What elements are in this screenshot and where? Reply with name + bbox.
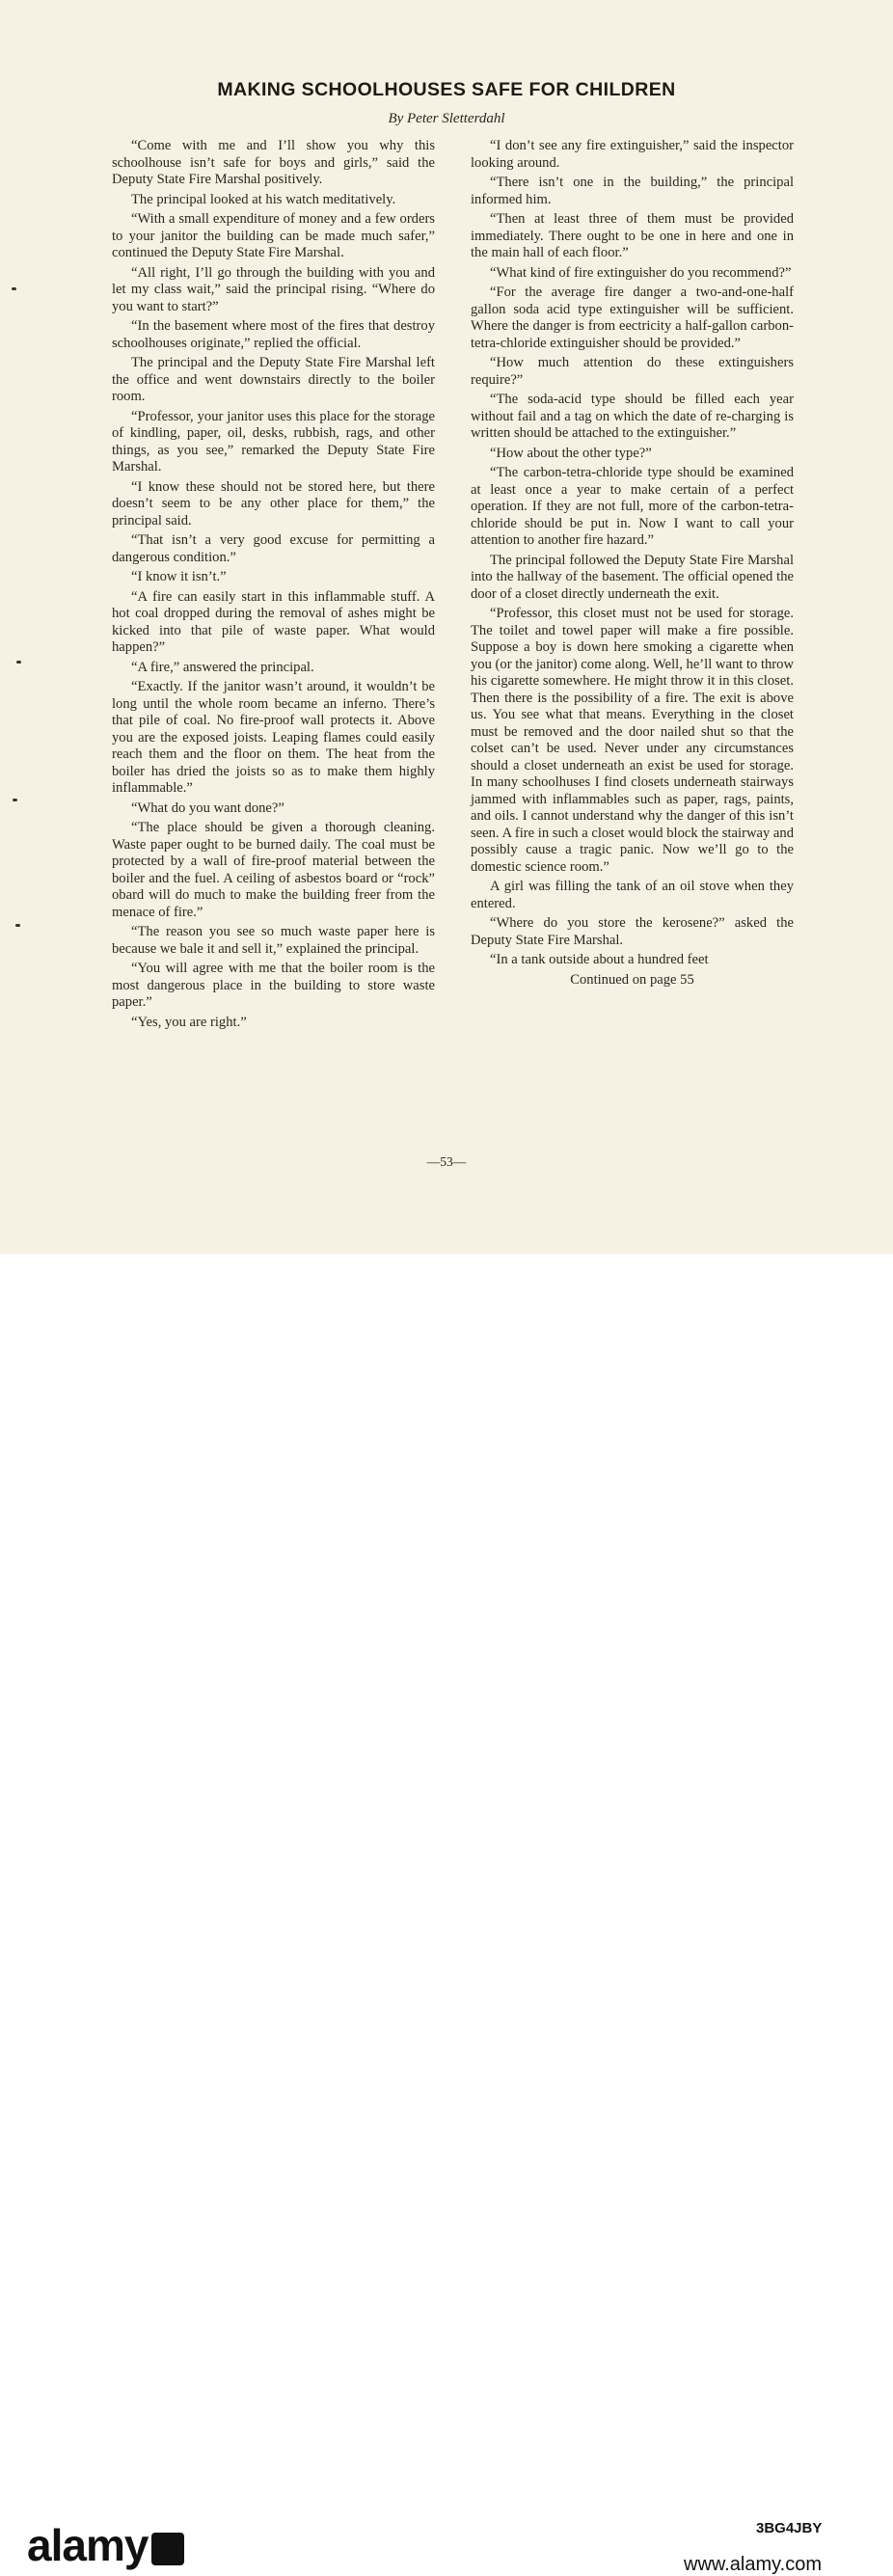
paragraph: “A fire can easily start in this inflammable stuff. A hot coal dropped during the removal of ashes might be kicked into that pile of waste paper. What would happen?”: [112, 588, 435, 655]
paragraph: “How much attention do these extinguishers require?”: [471, 355, 794, 388]
paragraph: “With a small expenditure of money and a few orders to your janitor the building can be made much safer,” continued the Deputy State Fire Marshal.: [112, 211, 435, 260]
paragraph: “The carbon-tetra-chloride type should be examined at least once a year to make certain of a perfect operation. If they are not full, more of the carbon-tetra-chloride should be put in. Now I want to call your attention to another fire hazard.”: [471, 465, 794, 548]
paragraph: “I don’t see any fire extinguisher,” said the inspector looking around.: [471, 138, 794, 171]
paragraph: “Then at least three of them must be provided immediately. There ought to be one in here and one in the main hall of each floor.”: [471, 211, 794, 260]
paragraph: “How about the other type?”: [490, 445, 652, 461]
paragraph: “In a tank outside about a hundred feet: [490, 952, 709, 967]
paragraph: “All right, I’ll go through the building with you and let my class wait,” said the principal rising. “Where do you want to start?”: [112, 264, 435, 314]
watermark-brand: alamy: [27, 2520, 149, 2570]
byline: By Peter Sletterdahl: [388, 111, 505, 126]
paragraph: The principal followed the Deputy State Fire Marshal into the hallway of the basement. The official opened the door of a closet directly underneath the exit.: [471, 552, 794, 602]
paragraph: “Professor, this closet must not be used for storage. The toilet and towel paper will make a fire possible. Suppose a boy is down here smoking a cigarette when you (or the janitor) come along. Well, he’ll want to throw his cigarette somewhere. He might throw it in this closet. Then there is the possibility of a fire. The exit is above us. You see what that means. Everything in the closet must be removed and the door nailed shut so that the colset can’t be used. Never under any circumstances should a closet underneath an exist be used for storage. In many schoolhuses I find closets underneath stairways jammed with inflammables such as paper, rags, paints, and oils. I cannot understand why the danger of this isn’t seen. A fire in such a closet would block the stairway and possibly cause a tragic panic. Now we’ll go to the domestic science room.”: [471, 606, 794, 875]
paragraph: “The place should be given a thorough cleaning. Waste paper ought to be burned daily. The coal must be protected by a wall of fire-proof material between the boiler and the fuel. A ceiling of asbestos board or “rock” obard will do much to make the building freer from the menace of fire.”: [112, 820, 435, 920]
watermark-logo: [27, 2519, 184, 2571]
paragraph: “What kind of fire extinguisher do you recommend?”: [490, 264, 792, 281]
continued-note: Continued on page 55: [570, 971, 694, 988]
watermark-bar: [0, 1254, 893, 2575]
watermark-url: www.alamy.com: [684, 2554, 822, 2575]
page-number: —53—: [426, 1154, 467, 1169]
watermark-image-id: 3BG4JBY: [756, 2520, 823, 2536]
paragraph: “A fire,” answered the principal.: [131, 659, 314, 675]
paragraph: “There isn’t one in the building,” the principal informed him.: [471, 175, 794, 207]
paragraph: “What do you want done?”: [131, 800, 284, 816]
paragraph: A girl was filling the tank of an oil stove when they entered.: [471, 879, 794, 911]
paragraph: “You will agree with me that the boiler room is the most dangerous place in the building to store waste paper.”: [112, 961, 435, 1010]
article-title: MAKING SCHOOLHOUSES SAFE FOR CHILDREN: [217, 79, 676, 100]
paragraph: “In the basement where most of the fires that destroy schoolhouses originate,” replied the official.: [112, 318, 435, 351]
paragraph: “I know it isn’t.”: [131, 569, 227, 584]
paragraph: “Exactly. If the janitor wasn’t around, it wouldn’t be long until the whole room became an inferno. There’s that pile of coal. No fire-proof wall protects it. Above you are the exposed joists. Leaping flames could easily reach them and the floor on them. The heat from the boiler has dried the joists so as to make them highly inflammable.”: [112, 679, 435, 796]
paragraph: The principal looked at his watch meditatively.: [131, 191, 396, 207]
paragraph: The principal and the Deputy State Fire Marshal left the office and went downstairs directly to the boiler room.: [112, 355, 435, 404]
paragraph: “The soda-acid type should be filled each year without fail and a tag on which the date of re-charging is written should be attached to the extinguisher.”: [471, 392, 794, 441]
paragraph: “Professor, your janitor uses this place for the storage of kindling, paper, oil, desks, rubbish, rags, and other things, as you see,” remarked the Deputy State Fire Marshal.: [112, 408, 435, 475]
paragraph: “For the average fire danger a two-and-one-half gallon soda acid type extinguisher will be sufficient. Where the danger is from eectricity a half-gallon carbon-tetra-chloride extinguisher should be provided.”: [471, 285, 794, 351]
paragraph: “Come with me and I’ll show you why this schoolhouse isn’t safe for boys and girls,” said the Deputy State Fire Marshal positively.: [112, 138, 435, 187]
paragraph: “Where do you store the kerosene?” asked the Deputy State Fire Marshal.: [471, 915, 794, 948]
paragraph: “The reason you see so much waste paper here is because we bale it and sell it,” explained the principal.: [112, 924, 435, 957]
magazine-page: [0, 0, 893, 1254]
brand-logo-icon: [151, 2533, 184, 2565]
paragraph: “I know these should not be stored here, but there doesn’t seem to be any other place for them,” the principal said.: [112, 478, 435, 529]
right-column: [471, 138, 794, 991]
paragraph: “Yes, you are right.”: [131, 1014, 247, 1030]
left-column: [112, 138, 435, 1034]
paragraph: “That isn’t a very good excuse for permitting a dangerous condition.”: [112, 532, 435, 565]
